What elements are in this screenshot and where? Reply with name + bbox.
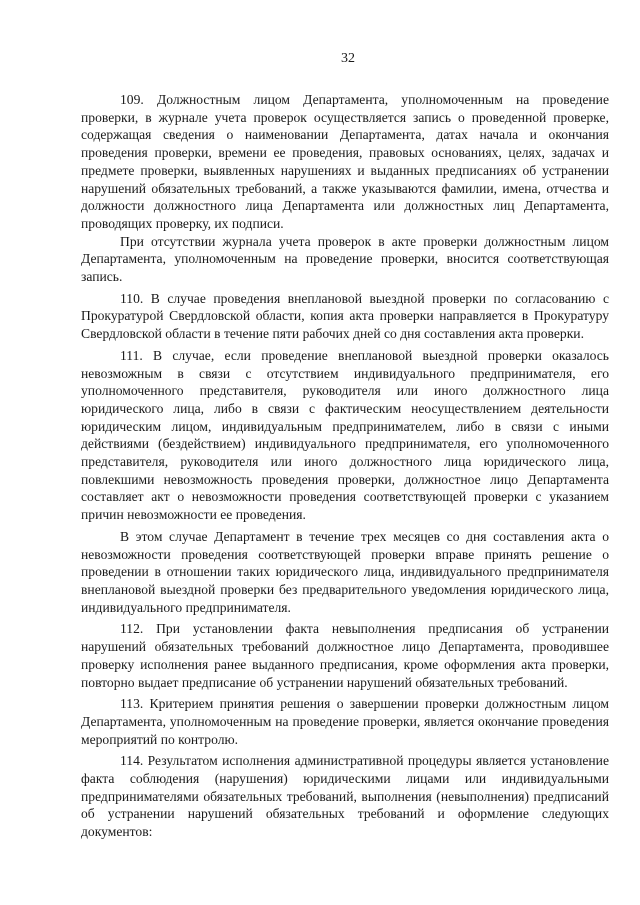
document-page [81,50,609,841]
page-number: 32 [341,51,355,66]
paragraph-109-note: При отсутствии журнала учета проверок в акте проверки должностным лицом Департамента, уполномоченным на проведение проверки, вносится соответствующая запись. [81,233,609,285]
paragraph-114: 114. Результатом исполнения административной процедуры является установление факта соблюдения (нарушения) юридическими лицами или индивидуальными предпринимателями обязательных требований, выполнения (невыполнения) предписаний об устранении нарушений обязательных требований и оформление следующих документов: [81,753,609,840]
paragraph-109: 109. Должностным лицом Департамента, уполномоченным на проведение проверки, в журнале учета проверок осуществляется запись о проведенной проверке, содержащая сведения о наименовании Департамента, датах начала и окончания проведения проверки, времени ее проведения, правовых основаниях, целях, задачах и предмете проверки, выявленных нарушениях и выданных предписаниях об устранении нарушений обязательных требований, а также указываются фамилии, имена, отчества и должности должностного лица Департамента или должностных лиц Департамента, проводящих проверку, их подписи. [81,92,609,231]
paragraph-111: 111. В случае, если проведение внеплановой выездной проверки оказалось невозможным в связи с отсутствием индивидуального предпринимателя, его уполномоченного представителя, руководителя или иного должностного лица юридического лица, либо в связи с фактическим неосуществлением деятельности юридическим лицом, индивидуальным предпринимателем, либо в связи с иными действиями (бездействием) индивидуального предпринимателя, его уполномоченного представителя, руководителя или иного должностного лица юридического лица, повлекшими невозможность проведения проверки, должностное лицо Департамента составляет акт о невозможности проведения соответствующей проверки с указанием причин невозможности ее проведения. [81,347,609,523]
paragraph-111-note: В этом случае Департамент в течение трех месяцев со дня составления акта о невозможности проведения соответствующей проверки вправе принять решение о проведении в отношении таких юридического лица, индивидуального предпринимателя внеплановой выездной проверки без предварительного уведомления юридического лица, индивидуального предпринимателя. [81,528,609,615]
paragraph-112: 112. При установлении факта невыполнения предписания об устранении нарушений обязательных требований должностное лицо Департамента, проводившее проверку исполнения ранее выданного предписания, кроме оформления акта проверки, повторно выдает предписание об устранении нарушений обязательных требований. [81,621,609,690]
paragraph-110: 110. В случае проведения внеплановой выездной проверки по согласованию с Прокуратурой Свердловской области, копия акта проверки направляется в Прокуратуру Свердловской области в течение пяти рабочих дней со дня составления акта проверки. [81,290,609,342]
paragraph-113: 113. Критерием принятия решения о завершении проверки должностным лицом Департамента, уполномоченным на проведение проверки, является окончание проведения мероприятий по контролю. [81,696,609,747]
